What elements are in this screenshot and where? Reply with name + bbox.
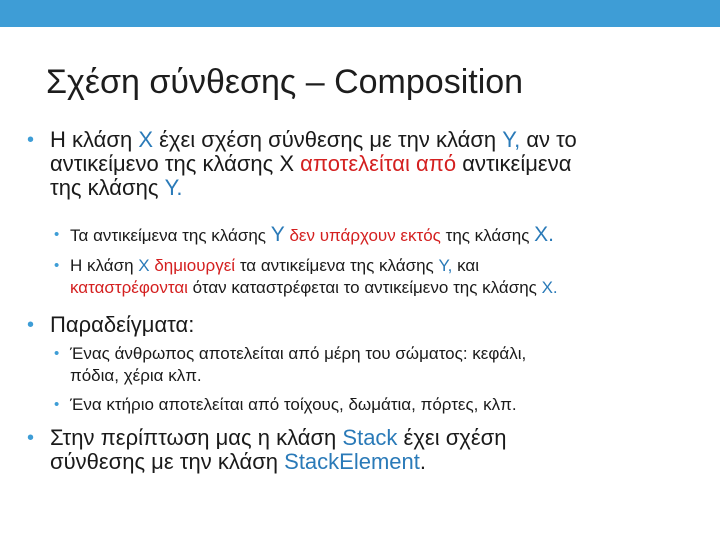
bullet-marker: •	[27, 314, 35, 336]
bullet-marker: •	[54, 257, 60, 274]
bullet-examples: • Παραδείγματα:	[27, 312, 195, 337]
bullet-stack-composition: • Στην περίπτωση μας η κλάση Stack έχει σχέση σύνθεσης με την κλάση StackElement.	[27, 425, 507, 474]
bullet-marker: •	[27, 129, 35, 151]
top-accent-bar	[0, 0, 720, 27]
slide-title: Σχέση σύνθεσης – Composition	[46, 63, 524, 101]
bullet-marker: •	[54, 396, 60, 413]
bullet-marker: •	[27, 427, 35, 449]
subbullet-creates-destroys: • Η κλάση X δημιουργεί τα αντικείμενα της κλάσης Y, και καταστρέφονται όταν καταστρέφεται το αντικείμενο της κλάσης X.	[54, 256, 558, 297]
definition-line-3: της κλάσης Y.	[50, 175, 183, 200]
bullet-composition-definition	[27, 127, 577, 200]
definition-line-2: αντικείμενο της κλάσης X αποτελείται από αντικείμενα	[50, 151, 572, 176]
bullet-marker: •	[54, 226, 60, 243]
subbullet-objects-exist: • Τα αντικείμενα της κλάσης Y δεν υπάρχουν εκτός της κλάσης X.	[54, 223, 554, 246]
definition-line-1: Η κλάση X έχει σχέση σύνθεσης με την κλάση Y, αν το	[50, 127, 577, 152]
bullet-marker: •	[54, 345, 60, 362]
subbullet-building-example: • Ένα κτήριο αποτελείται από τοίχους, δωμάτια, πόρτες, κλπ.	[54, 395, 517, 414]
subbullet-human-example: • Ένας άνθρωπος αποτελείται από μέρη του σώματος: κεφάλι, πόδια, χέρια κλπ.	[54, 344, 527, 385]
